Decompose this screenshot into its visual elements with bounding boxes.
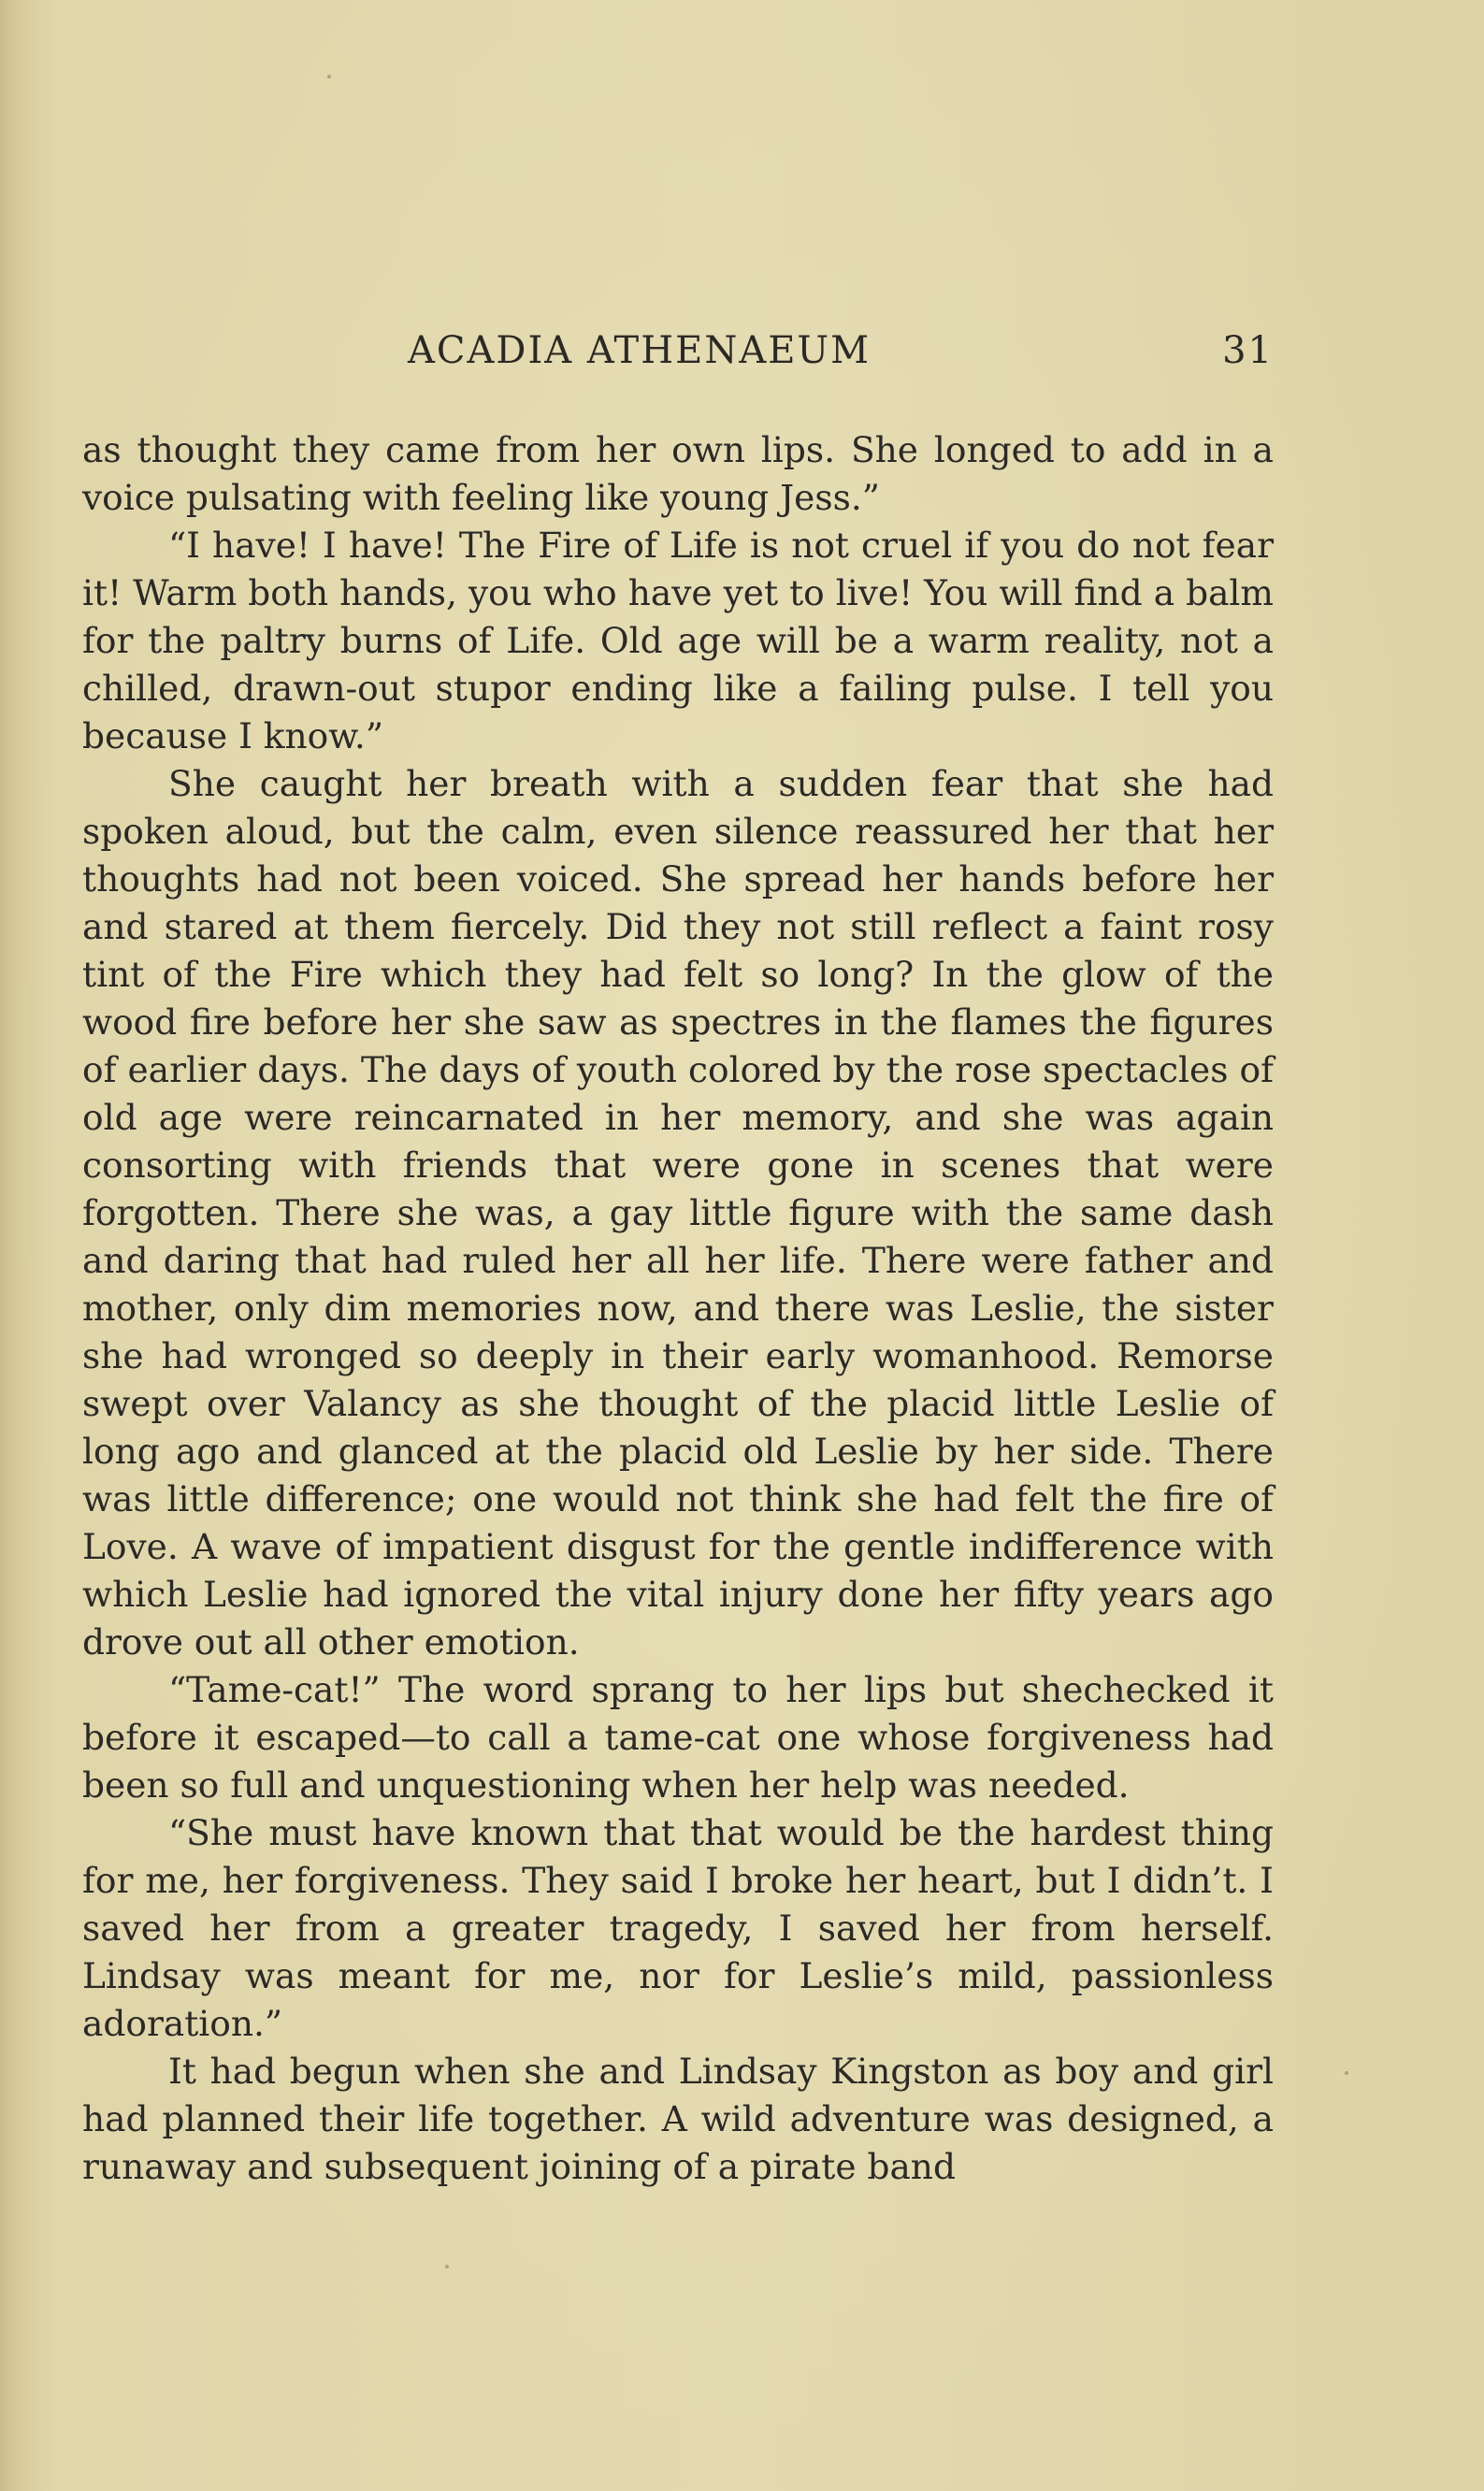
paragraph: It had begun when she and Lindsay Kingston as boy and girl had planned their life together. A wild adventure was designed, a runaway and subsequent joining of a pirate band [82,2051,1274,2187]
body-text [82,426,1274,2191]
paragraph-continued: as thought they came from her own lips. She longed to add in a voice pulsating with feeling like young Jess.” [82,429,1274,518]
paragraph: She caught her breath with a sudden fear that she had spoken aloud, but the calm, even silence reassured her that her thoughts had not been voiced. She spread her hands before her and stared at them fiercely. Did they not still reflect a faint rosy tint of the Fire which they had felt so long? In the glow of the wood fire before her she saw as spectres in the flames the figures of earlier days. The days of youth colored by the rose spectacles of old age were reincarnated in her memory, and she was again consorting with friends that were gone in scenes that were forgotten. There she was, a gay little figure with the same dash and daring that had ruled her all her life. There were father and mother, only dim memories now, and there was Leslie, the sister she had wronged so deeply in their early womanhood. Remorse swept over Valancy as she thought of the placid little Leslie of long ago and glanced at the placid old Leslie by her side. There was little difference; one would not think she had felt the fire of Love. A wave of impatient disgust for the gentle indifference with which Leslie had ignored the vital injury done her fifty years ago drove out all other emotion. [82,763,1274,1663]
paper-speck [445,2265,449,2268]
page-header [82,329,1274,385]
running-title: ACADIA ATHENAEUM [408,329,872,372]
paragraph: “Tame-cat!” The word sprang to her lips but shechecked it before it escaped—to call a tame-cat one whose forgiveness had been so full and unquestioning when her help was needed. [82,1669,1274,1806]
paper-speck [327,75,331,79]
paper-speck [1345,2071,1348,2075]
paragraph: “She must have known that that would be the hardest thing for me, her forgiveness. They said I broke her heart, but I didn’t. I saved her from a greater tragedy, I saved her from herself. Lindsay was meant for me, nor for Leslie’s mild, passionless adoration.” [82,1812,1274,2044]
page-number: 31 [1222,329,1274,372]
paragraph: “I have! I have! The Fire of Life is not cruel if you do not fear it! Warm both hands, you who have yet to live! You will find a balm for the paltry burns of Life. Old age will be a warm reality, not a chilled, drawn-out stupor ending like a failing pulse. I tell you because I know.” [82,525,1274,756]
